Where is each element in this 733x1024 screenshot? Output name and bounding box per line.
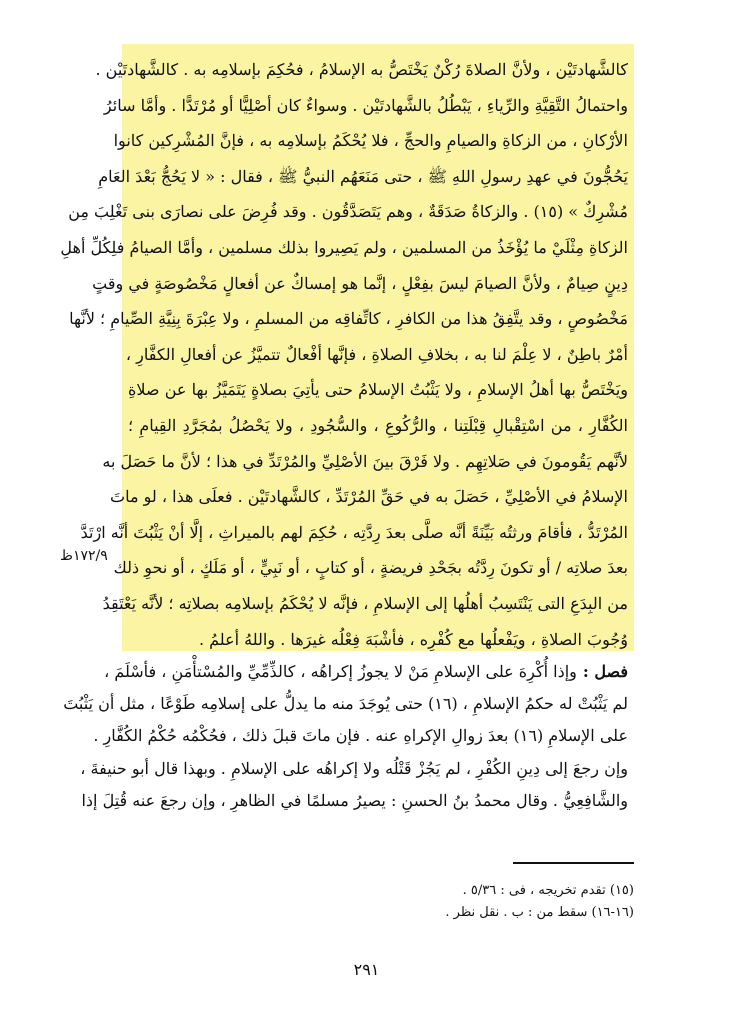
margin-note: ١٧٢/٩ظ [60, 548, 108, 564]
text-line[interactable]: من البِدَعِ التى يَنْتَسِبُ أهلُها إلى الإسلامِ ، فإنَّه لا يُحْكَمُ بإسلامِه بصلاتِه ؛ لأنَّه يَعْتَقِدُ [102, 593, 628, 613]
text-line[interactable]: الزكاةِ مِثْلَيْ ما يُؤْخَذُ من المسلمين ، ولم يَصِيروا بذلك مسلمين ، وأمَّا الصيامُ فلِكُلِّ أهلِ [60, 237, 628, 257]
text-line[interactable]: مُشْرِكٌ » (١٥) . والزكاةُ صَدَقَةٌ ، وهم يَتَصَدَّقُون . وقد فُرِضَ على نصارَى بنى تَغْلِبَ مِن [68, 202, 628, 222]
footnotes [445, 880, 634, 924]
text-line[interactable]: المُرْتَدُّ ، فأقامَ ورثتُه بَيِّنَةً أنَّه صلَّى بعدَ رِدَّتِه ، حُكِمَ لهم بالميراثِ ، إلَّا أنْ يَثْبُتَ أنَّه ارْتَدَّ [80, 522, 628, 542]
text-line[interactable]: والشَّافِعِيُّ . وقال محمدُ بنُ الحسنِ : يصيرُ مسلمًا في الظاهرِ ، وإن رجعَ عنه قُتِلَ إذا [81, 790, 628, 810]
text-line[interactable]: لم يَثْبُتْ له حكمُ الإسلامِ ، (١٦) حتى يُوجَدَ منه ما يدلُّ على إسلامِه طَوْعًا ، مثل أن يَثْبُتَ [63, 694, 628, 714]
footnote: (١٦-١٦) سقط من : ب . نقل نظر . [445, 905, 634, 920]
text-line[interactable]: يَحُجُّونَ في عهدِ رسولِ اللهِ ﷺ ، حتى مَنَعَهُم النبيُّ ﷺ ، فقال : « لا يَحُجُّ بَعْدَ العَامِ [98, 166, 628, 186]
text-line[interactable]: على الإسلامِ (١٦) بعدَ زوالِ الإكراهِ عنه . فإن ماتَ قبلَ ذلك ، فحُكْمُه حُكْمُ الكُفَّارِ . [93, 726, 628, 746]
section-heading: فصل : [582, 662, 628, 681]
text-line[interactable]: أمْرٌ باطِنٌ ، لا عِلْمَ لنا به ، بخلافِ الصلاةِ ، فإنَّها أفْعالٌ تتميَّزُ عن أفعالِ الكفَّارِ ، [125, 344, 628, 364]
footnote-divider [513, 862, 634, 864]
text-line[interactable]: كالشَّهادتَيْن ، ولأنَّ الصلاةَ رُكْنٌ يَخْتَصُّ به الإسلامُ ، فحُكِمَ بإسلامِه به . كالشَّهادتَيْن . [95, 60, 628, 79]
text-line[interactable]: دِينٍ صِيامٌ ، ولأنَّ الصيامَ ليسَ بفِعْلٍ ، إنَّما هو إمساكٌ عن أفعالٍ مَخْصُوصَةٍ في وقتٍ [92, 273, 628, 293]
section-text-block[interactable] [63, 656, 628, 817]
text-line[interactable]: واحتمالُ التَّقِيَّةِ والرِّياءِ ، يَبْطُلُ بالشَّهادتَيْن . وسواءٌ كان أصْلِيًّا أو مُرْتَدًّا . وأمَّا سائرُ [103, 95, 628, 115]
text-line[interactable]: لأنَّهم يَقُومونَ في صَلاتِهِم . ولا فَرْقَ بينَ الأصْلِيِّ والمُرْتَدِّ في هذا ؛ لأنَّ ما حَصَلَ به [102, 451, 628, 471]
text-line[interactable]: بعدَ صلاتِه / أو تكونَ رِدَّتُه بجَحْدِ فريضةٍ ، أو كتابٍ ، أو نَبِيٍّ ، أو مَلَكٍ ، أو نحوِ ذلك [113, 558, 628, 578]
text-line[interactable]: الكُفَّارِ ، من اسْتِقْبالِ قِبْلَتِنا ، والرُّكُوعِ ، والسُّجُودِ ، ولا يَحْصُلُ بمُجَرَّدِ القِيامِ ؛ [128, 415, 628, 435]
text-line[interactable]: وُجُوبَ الصلاةِ ، ويَفْعلُها مع كُفْرِه ، فأشْبَهَ فِعْلُه غيرَها . واللهُ أعلمُ . [198, 629, 628, 649]
page-number: ٢٩١ [353, 960, 380, 979]
text-line[interactable]: الإسلامُ في الأصْلِيِّ ، حَصَلَ به في حَقِّ المُرْتَدِّ ، كالشَّهادتَيْن . فعلَى هذا ، لو ماتَ [110, 487, 628, 507]
text-line[interactable]: وإن رجعَ إلى دِينِ الكُفْرِ ، لم يَجُزْ قَتْلُه ولا إكراهُه على الإسلامِ . وبهذا قال أبو حنيفةَ ، [80, 758, 628, 778]
section-first-line-text[interactable]: وإذا أُكْرِهَ على الإسلامِ مَنْ لا يجوزُ إكراهُه ، كالذِّمِّيِّ والمُسْتأْمَنِ ، فأسْلَمَ ، [104, 662, 577, 681]
text-line[interactable]: الأرْكانِ ، من الزكاةِ والصيامِ والحجِّ ، فلا يُحْكَمُ بإسلامِه به ، فإنَّ المُشْرِكين كانوا [113, 131, 628, 151]
text-line[interactable]: مَخْصُوصٍ ، وقد يتَّفِقُ هذا من الكافرِ ، كاتِّفاقِه من المسلمِ ، ولا عِبْرَةَ بِنِيَّةِ الصِّيامِ ؛ لأنَّها [69, 309, 628, 329]
text-line[interactable]: ويَخْتَصُّ بها أهلُ الإسلامِ ، ولا يَثْبُتُ الإسلامُ حتى يأتِيَ بصلاةٍ يَتَمَيَّزُ بها عن صلاةِ [128, 380, 628, 400]
footnote: (١٥) تقدم تخريجه ، فى : ٥/٣٦ . [462, 883, 634, 898]
section-first-line[interactable] [104, 656, 628, 688]
